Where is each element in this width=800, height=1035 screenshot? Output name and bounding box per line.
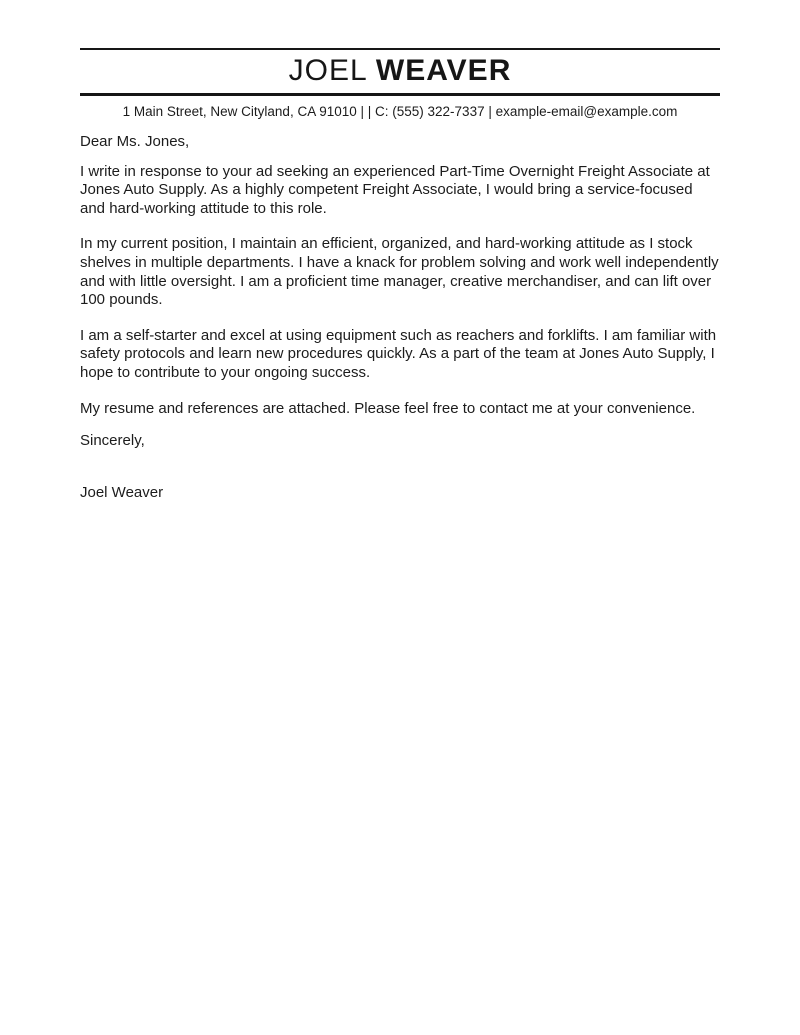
letter-body [80, 133, 720, 502]
name-band [80, 48, 720, 96]
closing: Sincerely, [80, 432, 145, 450]
paragraph-intro: I write in response to your ad seeking an experienced Part-Time Overnight Freight Associate at Jones Auto Supply. As a highly competent Freight Associate, I would bring a service-focused and hard-working attitude to this role. [80, 162, 710, 217]
signature-name: Joel Weaver [80, 483, 164, 501]
letter-header [80, 48, 720, 119]
paragraph-current-position: In my current position, I maintain an efficient, organized, and hard-working attitude as I stock shelves in multiple departments. I have a knack for problem solving and work well independently and with little oversight. I am a proficient time manager, creative merchandiser, and can lift over 100 pounds. [80, 235, 719, 309]
paragraph-skills: I am a self-starter and excel at using equipment such as reachers and forklifts. I am familiar with safety protocols and learn new procedures quickly. As a part of the team at Jones Auto Supply, I hope to contribute to your ongoing success. [80, 326, 717, 381]
name-last: WEAVER [375, 54, 512, 87]
name-first: JOEL [288, 54, 367, 87]
contact-line: 1 Main Street, New Cityland, CA 91010 | | C: (555) 322-7337 | example-email@example.com [122, 104, 678, 119]
salutation: Dear Ms. Jones, [80, 133, 190, 150]
paragraph-attachment-note: My resume and references are attached. Please feel free to contact me at your convenience. [80, 399, 696, 417]
page-title [80, 55, 720, 87]
